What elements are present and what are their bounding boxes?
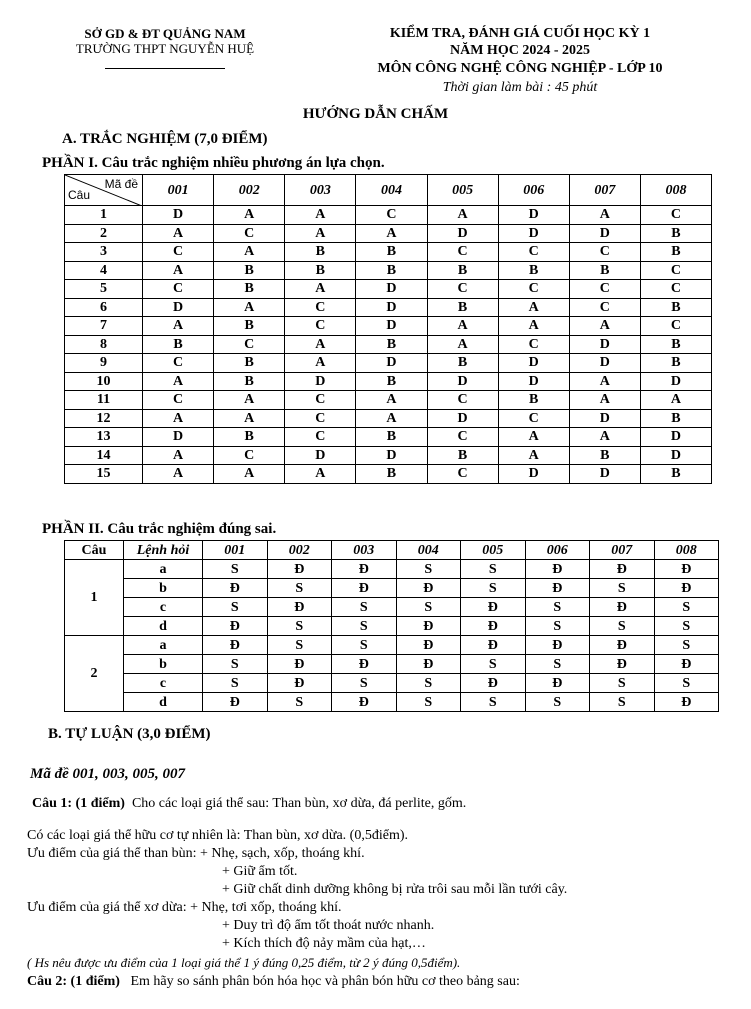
true-false-answer-table: [64, 540, 719, 712]
tf-row: [65, 579, 719, 598]
tf-row: [65, 655, 719, 674]
answer-cell: B: [427, 298, 498, 317]
answer-cell: A: [498, 298, 569, 317]
part1-heading: PHẦN I. Câu trắc nghiệm nhiều phương án lựa chọn.: [42, 155, 385, 171]
answer-cell: B: [214, 280, 285, 299]
answer-line-3: + Giữ ẩm tốt.: [222, 864, 298, 879]
answer-cell: C: [569, 298, 640, 317]
tf-answer-cell: S: [332, 617, 397, 636]
tf-answer-cell: S: [654, 636, 719, 655]
code-header: 003: [285, 175, 356, 206]
answer-cell: A: [285, 224, 356, 243]
answer-cell: B: [640, 243, 711, 262]
answer-cell: D: [356, 317, 427, 336]
answer-cell: B: [356, 243, 427, 262]
answer-row: [65, 261, 712, 280]
answer-cell: A: [498, 446, 569, 465]
answer-cell: C: [640, 317, 711, 336]
answer-cell: A: [569, 372, 640, 391]
statement-letter: d: [124, 617, 203, 636]
code-header: 008: [640, 175, 711, 206]
tf-answer-cell: Đ: [267, 598, 332, 617]
answer-cell: A: [285, 465, 356, 484]
answer-cell: B: [356, 261, 427, 280]
tf-answer-cell: Đ: [332, 560, 397, 579]
code-header: 001: [203, 541, 268, 560]
answer-cell: D: [569, 224, 640, 243]
code-header: 007: [569, 175, 640, 206]
tf-answer-cell: S: [267, 579, 332, 598]
exam-title: KIỂM TRA, ĐÁNH GIÁ CUỐI HỌC KỲ 1: [389, 26, 651, 41]
answer-row: [65, 317, 712, 336]
answer-cell: B: [214, 428, 285, 447]
answer-cell: D: [498, 354, 569, 373]
answer-cell: D: [356, 298, 427, 317]
tf-answer-cell: Đ: [396, 636, 461, 655]
question-number: 11: [65, 391, 143, 410]
answer-cell: C: [285, 391, 356, 410]
answer-cell: A: [427, 335, 498, 354]
school-name: TRƯỜNG THPT NGUYỄN HUỆ: [75, 41, 255, 56]
tf-row: [65, 636, 719, 655]
tf-answer-cell: Đ: [332, 579, 397, 598]
tf-answer-cell: Đ: [590, 655, 655, 674]
answer-cell: B: [640, 298, 711, 317]
answer-cell: D: [498, 206, 569, 225]
answer-cell: C: [569, 280, 640, 299]
subject: MÔN CÔNG NGHỆ CÔNG NGHIỆP - LỚP 10: [377, 61, 663, 76]
answer-cell: B: [427, 354, 498, 373]
answer-cell: B: [640, 335, 711, 354]
answer-cell: C: [214, 446, 285, 465]
answer-cell: B: [285, 243, 356, 262]
tf-answer-cell: Đ: [203, 693, 268, 712]
tf-answer-cell: Đ: [332, 693, 397, 712]
answer-cell: C: [640, 206, 711, 225]
answer-line-1: Có các loại giá thể hữu cơ tự nhiên là: Than bùn, xơ dừa. (0,5điểm).: [27, 828, 408, 843]
tf-answer-cell: Đ: [525, 579, 590, 598]
answer-cell: A: [356, 391, 427, 410]
answer-cell: D: [640, 446, 711, 465]
tf-answer-cell: Đ: [461, 617, 526, 636]
answer-row: [65, 446, 712, 465]
tf-answer-cell: Đ: [267, 560, 332, 579]
tf-answer-cell: Đ: [590, 560, 655, 579]
question-number: 2: [65, 224, 143, 243]
answer-cell: C: [640, 280, 711, 299]
tf-answer-cell: Đ: [461, 636, 526, 655]
answer-cell: C: [640, 261, 711, 280]
tf-answer-cell: S: [203, 674, 268, 693]
answer-cell: B: [285, 261, 356, 280]
tf-answer-cell: S: [590, 617, 655, 636]
answer-cell: D: [356, 280, 427, 299]
answer-cell: D: [569, 354, 640, 373]
answer-cell: A: [214, 465, 285, 484]
answer-cell: A: [214, 409, 285, 428]
tf-answer-cell: Đ: [396, 579, 461, 598]
answer-cell: A: [214, 298, 285, 317]
statement-letter: c: [124, 674, 203, 693]
answer-cell: B: [143, 335, 214, 354]
multiple-choice-answer-table: [64, 174, 712, 484]
corner-label-code: Mã đề: [104, 177, 138, 191]
school-year: NĂM HỌC 2024 - 2025: [450, 43, 590, 58]
tf-answer-cell: S: [396, 674, 461, 693]
part2-heading: PHẦN II. Câu trắc nghiệm đúng sai.: [42, 521, 277, 537]
answer-cell: C: [498, 280, 569, 299]
question-number: 5: [65, 280, 143, 299]
answer-line-7: + Kích thích độ nảy mầm của hạt,…: [222, 936, 426, 951]
answer-cell: A: [214, 243, 285, 262]
question-1-label: Câu 1: (1 điểm): [32, 796, 125, 811]
statement-letter: d: [124, 693, 203, 712]
question-number: 14: [65, 446, 143, 465]
answer-cell: C: [427, 428, 498, 447]
tf-answer-cell: S: [203, 655, 268, 674]
answer-cell: B: [640, 224, 711, 243]
code-header: 005: [461, 541, 526, 560]
answer-row: [65, 465, 712, 484]
answer-cell: B: [356, 465, 427, 484]
answer-cell: D: [640, 428, 711, 447]
answer-cell: B: [427, 446, 498, 465]
answer-cell: A: [143, 446, 214, 465]
tf-question-number: 2: [65, 636, 124, 712]
answer-cell: A: [143, 372, 214, 391]
answer-cell: B: [214, 317, 285, 336]
tf-answer-cell: Đ: [654, 693, 719, 712]
statement-letter: b: [124, 579, 203, 598]
answer-cell: A: [427, 206, 498, 225]
tf-answer-cell: Đ: [461, 674, 526, 693]
tf-answer-cell: S: [332, 674, 397, 693]
question-number: 9: [65, 354, 143, 373]
answer-cell: A: [569, 391, 640, 410]
tf-answer-cell: S: [267, 617, 332, 636]
tf-answer-cell: S: [267, 693, 332, 712]
answer-cell: A: [427, 317, 498, 336]
code-header: 001: [143, 175, 214, 206]
answer-cell: C: [498, 243, 569, 262]
code-header: 004: [356, 175, 427, 206]
answer-cell: C: [427, 280, 498, 299]
answer-line-5: Ưu điểm của giá thể xơ dừa: + Nhẹ, tơi xốp, thoáng khí.: [27, 900, 342, 915]
answer-cell: C: [427, 465, 498, 484]
answer-cell: A: [356, 409, 427, 428]
statement-header: Lệnh hỏi: [124, 541, 203, 560]
tf-row: [65, 598, 719, 617]
grading-note: ( Hs nêu được ưu điểm của 1 loại giá thể 1 ý đúng 0,25 điểm, từ 2 ý đúng 0,5điểm).: [27, 955, 461, 970]
answer-row: [65, 354, 712, 373]
tf-answer-cell: S: [396, 560, 461, 579]
answer-cell: A: [356, 224, 427, 243]
answer-cell: D: [569, 335, 640, 354]
answer-cell: A: [498, 428, 569, 447]
tf-answer-cell: S: [590, 674, 655, 693]
code-header: 008: [654, 541, 719, 560]
tf-row: [65, 693, 719, 712]
tf-answer-cell: S: [654, 617, 719, 636]
tf-table-header: [65, 541, 719, 560]
answer-cell: C: [569, 243, 640, 262]
question-1-text: Cho các loại giá thể sau: Than bùn, xơ dừa, đá perlite, gốm.: [131, 796, 467, 811]
answer-cell: C: [143, 280, 214, 299]
tf-answer-cell: Đ: [267, 674, 332, 693]
answer-line-6: + Duy trì độ ẩm tốt thoát nước nhanh.: [222, 918, 435, 933]
answer-cell: D: [143, 298, 214, 317]
answer-row: [65, 206, 712, 225]
code-header: 003: [332, 541, 397, 560]
answer-row: [65, 391, 712, 410]
answer-cell: B: [569, 261, 640, 280]
header-divider: [105, 68, 225, 69]
answer-cell: C: [214, 335, 285, 354]
question-number: 6: [65, 298, 143, 317]
answer-cell: D: [498, 465, 569, 484]
tf-answer-cell: S: [654, 674, 719, 693]
answer-cell: D: [427, 372, 498, 391]
answer-cell: C: [214, 224, 285, 243]
section-a-heading: A. TRẮC NGHIỆM (7,0 ĐIỂM): [62, 131, 268, 147]
answer-line-2: Ưu điểm của giá thể than bùn: + Nhẹ, sạch, xốp, thoáng khí.: [27, 846, 365, 861]
answer-cell: D: [427, 409, 498, 428]
tf-answer-cell: S: [525, 598, 590, 617]
code-header: 002: [267, 541, 332, 560]
answer-cell: C: [143, 243, 214, 262]
tf-answer-cell: S: [590, 693, 655, 712]
tf-answer-cell: Đ: [203, 636, 268, 655]
tf-answer-cell: Đ: [267, 655, 332, 674]
answer-row: [65, 428, 712, 447]
answer-row: [65, 409, 712, 428]
tf-answer-cell: S: [525, 617, 590, 636]
question-number: 8: [65, 335, 143, 354]
answer-cell: C: [285, 428, 356, 447]
answer-cell: D: [427, 224, 498, 243]
answer-cell: D: [143, 206, 214, 225]
answer-cell: B: [214, 261, 285, 280]
essay-question-1: [32, 795, 466, 812]
answer-cell: A: [143, 465, 214, 484]
question-number: 15: [65, 465, 143, 484]
tf-answer-cell: Đ: [654, 560, 719, 579]
answer-cell: D: [356, 446, 427, 465]
answer-cell: A: [569, 206, 640, 225]
tf-answer-cell: S: [590, 579, 655, 598]
answer-cell: A: [143, 224, 214, 243]
question-number: 1: [65, 206, 143, 225]
answer-cell: C: [143, 391, 214, 410]
answer-cell: A: [285, 335, 356, 354]
tf-answer-cell: S: [332, 598, 397, 617]
answer-cell: D: [356, 354, 427, 373]
answer-cell: C: [498, 335, 569, 354]
answer-row: [65, 372, 712, 391]
time-limit: Thời gian làm bài : 45 phút: [442, 80, 598, 95]
answer-cell: B: [640, 409, 711, 428]
tf-answer-cell: S: [461, 560, 526, 579]
tf-answer-cell: S: [267, 636, 332, 655]
question-number: 13: [65, 428, 143, 447]
question-number: 3: [65, 243, 143, 262]
code-header: 006: [498, 175, 569, 206]
tf-answer-cell: Đ: [590, 636, 655, 655]
answer-row: [65, 335, 712, 354]
answer-cell: B: [498, 391, 569, 410]
answer-cell: B: [427, 261, 498, 280]
document-title: HƯỚNG DẪN CHẤM: [302, 106, 449, 122]
answer-cell: B: [640, 354, 711, 373]
tf-answer-cell: Đ: [525, 560, 590, 579]
question-number: 7: [65, 317, 143, 336]
answer-cell: D: [143, 428, 214, 447]
tf-answer-cell: S: [525, 655, 590, 674]
answer-cell: A: [143, 409, 214, 428]
answer-cell: D: [498, 224, 569, 243]
question-number: 12: [65, 409, 143, 428]
tf-answer-cell: Đ: [203, 617, 268, 636]
corner-label-question: Câu: [68, 188, 91, 202]
answer-cell: A: [143, 317, 214, 336]
answer-cell: A: [285, 354, 356, 373]
answer-cell: C: [285, 317, 356, 336]
tf-answer-cell: Đ: [654, 655, 719, 674]
tf-question-number: 1: [65, 560, 124, 636]
code-header: 002: [214, 175, 285, 206]
tf-answer-cell: S: [654, 598, 719, 617]
question-number: 10: [65, 372, 143, 391]
tf-answer-cell: S: [461, 655, 526, 674]
code-header: 005: [427, 175, 498, 206]
tf-row: [65, 617, 719, 636]
answer-table-body: [65, 206, 712, 484]
answer-cell: C: [427, 243, 498, 262]
tf-answer-cell: S: [332, 636, 397, 655]
tf-answer-cell: Đ: [332, 655, 397, 674]
section-b-heading: B. TỰ LUẬN (3,0 ĐIỂM): [48, 726, 211, 742]
answer-cell: C: [498, 409, 569, 428]
answer-cell: B: [498, 261, 569, 280]
answer-cell: B: [640, 465, 711, 484]
tf-answer-cell: Đ: [396, 655, 461, 674]
answer-cell: D: [640, 372, 711, 391]
question-number: 4: [65, 261, 143, 280]
answer-cell: A: [640, 391, 711, 410]
question-2-text: Em hãy so sánh phân bón hóa học và phân bón hữu cơ theo bảng sau:: [130, 974, 520, 989]
answer-cell: B: [356, 428, 427, 447]
answer-cell: A: [143, 261, 214, 280]
answer-cell: A: [569, 428, 640, 447]
tf-answer-cell: S: [525, 693, 590, 712]
answer-cell: C: [356, 206, 427, 225]
tf-answer-cell: Đ: [461, 598, 526, 617]
question-2-label: Câu 2: (1 điểm): [27, 974, 120, 989]
department-name: SỞ GD & ĐT QUẢNG NAM: [84, 26, 246, 41]
answer-cell: D: [569, 409, 640, 428]
tf-answer-cell: Đ: [525, 674, 590, 693]
code-header: 004: [396, 541, 461, 560]
tf-answer-cell: Đ: [525, 636, 590, 655]
question-header: Câu: [65, 541, 124, 560]
answer-cell: B: [356, 372, 427, 391]
answer-row: [65, 243, 712, 262]
tf-answer-cell: S: [203, 598, 268, 617]
code-header: 006: [525, 541, 590, 560]
tf-answer-cell: Đ: [590, 598, 655, 617]
answer-cell: A: [214, 206, 285, 225]
answer-row: [65, 280, 712, 299]
answer-cell: A: [285, 206, 356, 225]
tf-answer-cell: Đ: [203, 579, 268, 598]
corner-cell: [65, 175, 143, 206]
tf-table-body: [65, 560, 719, 712]
tf-answer-cell: Đ: [654, 579, 719, 598]
answer-cell: C: [427, 391, 498, 410]
answer-row: [65, 298, 712, 317]
tf-row: [65, 674, 719, 693]
answer-cell: C: [285, 298, 356, 317]
essay-question-2: [27, 973, 520, 990]
tf-answer-cell: S: [461, 579, 526, 598]
answer-cell: B: [569, 446, 640, 465]
tf-answer-cell: S: [396, 598, 461, 617]
answer-cell: D: [569, 465, 640, 484]
answer-cell: C: [285, 409, 356, 428]
answer-cell: D: [498, 372, 569, 391]
statement-letter: c: [124, 598, 203, 617]
answer-cell: B: [214, 372, 285, 391]
answer-cell: A: [285, 280, 356, 299]
answer-line-4: + Giữ chất dinh dưỡng không bị rửa trôi sau mỗi lần tưới cây.: [222, 882, 568, 897]
tf-answer-cell: S: [461, 693, 526, 712]
answer-cell: D: [285, 372, 356, 391]
answer-cell: D: [285, 446, 356, 465]
answer-cell: C: [143, 354, 214, 373]
answer-cell: A: [569, 317, 640, 336]
answer-cell: A: [214, 391, 285, 410]
tf-row: [65, 560, 719, 579]
statement-letter: b: [124, 655, 203, 674]
essay-code-line: Mã đề 001, 003, 005, 007: [30, 766, 185, 782]
tf-answer-cell: S: [396, 693, 461, 712]
answer-row: [65, 224, 712, 243]
tf-answer-cell: S: [203, 560, 268, 579]
code-header: 007: [590, 541, 655, 560]
tf-answer-cell: Đ: [396, 617, 461, 636]
answer-table-header: [65, 175, 712, 206]
answer-cell: A: [498, 317, 569, 336]
statement-letter: a: [124, 636, 203, 655]
answer-cell: B: [356, 335, 427, 354]
answer-cell: B: [214, 354, 285, 373]
statement-letter: a: [124, 560, 203, 579]
